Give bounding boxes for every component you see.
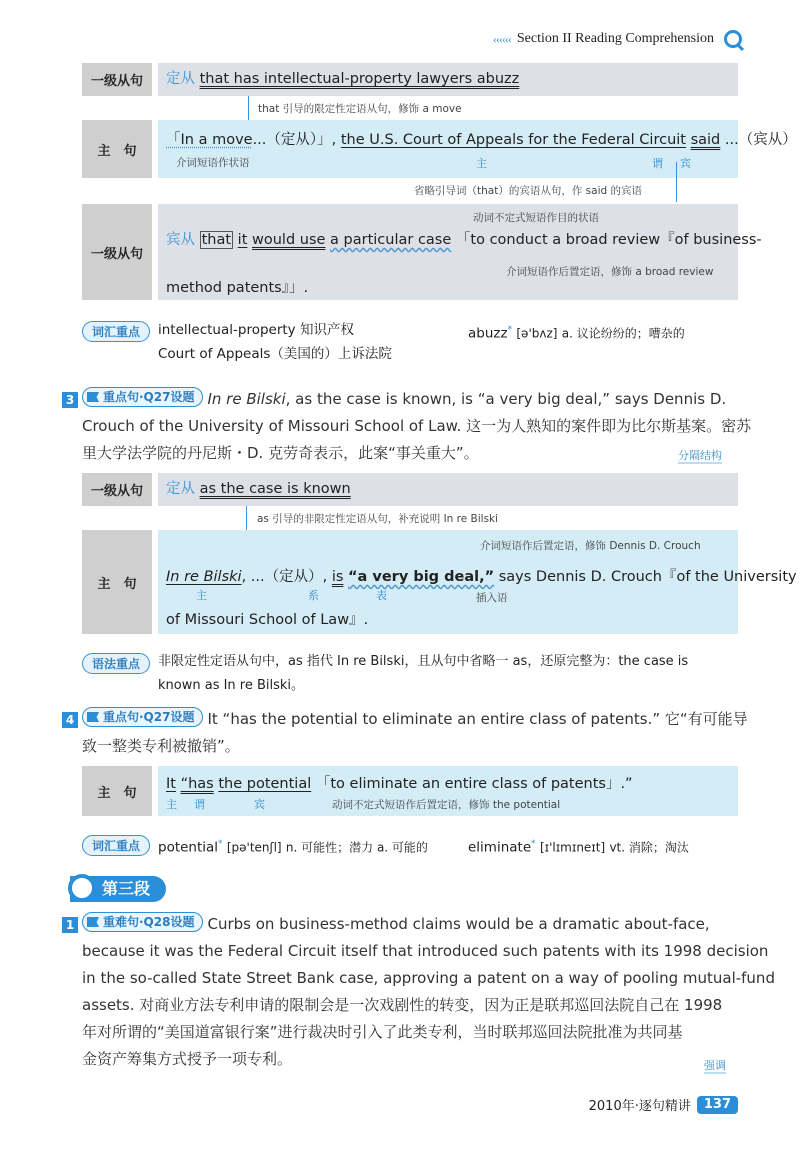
sentence-5-line: assets. 对商业方法专利申请的限制会是一次戏剧性的转变，因为正是联邦巡回法院自己在 1998 — [82, 996, 723, 1014]
clause-tag: 定从 — [166, 71, 195, 87]
vocab-pill: 词汇重点 — [82, 321, 150, 342]
header-title: Section II Reading Comprehension — [516, 31, 714, 46]
row-label: 一级从句 — [82, 473, 152, 506]
main-clause-text — [166, 565, 797, 586]
sentence-3 — [62, 386, 752, 413]
note-label: 强调 — [704, 1059, 726, 1072]
def: n. 可能性；潜力 a. 可能的 — [285, 840, 428, 855]
gloss: 插入语 — [476, 592, 508, 604]
w: , as the case is known, is “a very big deal,” says Dennis D. — [285, 390, 727, 408]
grammar-line: 非限定性定语从句中，as 指代 In re Bilski，且从句中省略一 as，还原完整为：the case is — [158, 654, 689, 669]
grammar-line: known as In re Bilski。 — [158, 678, 305, 693]
vocab-item: intellectual-property 知识产权 — [158, 322, 354, 338]
clause-text: that has intellectual-property lawyers abuzz — [199, 71, 520, 87]
note-tag — [678, 444, 722, 463]
main-clause-text — [166, 128, 797, 149]
annotation: as 引导的非限定性定语从句，补充说明 In re Bilski — [257, 513, 499, 525]
note-label: 分隔结构 — [678, 449, 722, 462]
main-clause-row — [158, 530, 797, 634]
section-title-text: 第三段 — [102, 879, 151, 898]
flag-icon — [87, 712, 99, 722]
subclause-row — [158, 63, 738, 96]
gloss: 系 — [308, 589, 319, 602]
key-tag-label: 重难句·Q28设题 — [103, 915, 195, 929]
sentence-number: 4 — [62, 712, 78, 728]
w: 「to eliminate an entire class of patents」.” — [315, 776, 633, 792]
annotation: 动词不定式短语作后置定语，修饰 the potential — [332, 799, 561, 811]
clause-text-cont: method patents』」. — [166, 280, 309, 296]
word: abuzz — [468, 325, 508, 342]
vocab-item: abuzz* [ə'bʌz] a. 议论纷纷的；嘈杂的 — [468, 325, 685, 342]
pron: [pə'tenʃl] — [226, 840, 282, 855]
row-label: 主 句 — [82, 120, 152, 178]
w: Curbs on business-method claims would be a dramatic about-face, — [207, 915, 710, 933]
w: ...（定从）」, — [252, 132, 337, 148]
sentence-number: 3 — [62, 392, 78, 408]
page-number: 137 — [697, 1096, 738, 1114]
search-q-icon — [724, 30, 742, 48]
gloss: 谓 — [194, 798, 205, 811]
w: the U.S. Court of Appeals for the Federal Circuit — [340, 132, 686, 148]
w: a particular case — [330, 232, 452, 248]
key-tag — [82, 707, 203, 727]
w: “has — [180, 776, 214, 792]
sentence-5-line: because it was the Federal Circuit itself that introduced such patents with its 1998 decision — [82, 942, 769, 960]
flag-icon — [87, 917, 99, 927]
note-tag — [704, 1054, 726, 1073]
sentence-4 — [62, 706, 748, 733]
main-clause-row — [158, 766, 738, 816]
section-q-icon — [68, 874, 96, 902]
vocab-pill-wrap — [82, 321, 150, 342]
key-tag-label: 重点句·Q27设题 — [103, 390, 195, 404]
clause-text — [166, 228, 762, 249]
word: eliminate — [468, 839, 532, 856]
sentence-number: 1 — [62, 917, 78, 933]
w: the potential — [218, 776, 312, 792]
footer-text: 2010年·逐句精讲 — [588, 1099, 691, 1114]
gloss: 表 — [376, 589, 387, 602]
w: ...（宾从） — [724, 132, 797, 148]
key-tag — [82, 912, 203, 932]
connector-line — [248, 96, 249, 122]
annotation: 介词短语作后置定语，修饰 a broad review — [506, 266, 714, 278]
w: In re Bilski — [166, 569, 242, 585]
main-clause-text — [166, 772, 633, 793]
pron: [ə'bʌz] — [516, 326, 558, 341]
arrows-icon: ‹‹‹‹‹‹ — [492, 31, 511, 46]
w: It “has the potential to eliminate an entire class of patents.” 它“有可能导 — [207, 710, 748, 728]
gloss: 主 — [166, 798, 177, 811]
vocab-item: potential* [pə'tenʃl] n. 可能性；潜力 a. 可能的 — [158, 839, 428, 856]
word: potential — [158, 839, 219, 856]
gloss: 主 — [476, 157, 487, 170]
grammar-pill: 语法重点 — [82, 653, 150, 674]
sentence-4-line: 致一整类专利被撤销”。 — [82, 737, 240, 755]
vocab-pill-wrap — [82, 835, 150, 856]
annotation: that 引导的限定性定语从句，修饰 a move — [258, 103, 462, 115]
gloss: 介词短语作状语 — [176, 157, 250, 169]
key-tag — [82, 387, 203, 407]
w: In re Bilski — [207, 390, 286, 408]
clause-tag: 定从 — [166, 481, 195, 497]
vocab-item: eliminate* [ɪ'lɪmɪneɪt] vt. 消除；淘汰 — [468, 839, 689, 856]
sentence-5-line: 金资产筹集方式授予一项专利。 — [82, 1050, 293, 1068]
gloss: 主 — [196, 589, 207, 602]
w: , ...（定从）, — [241, 569, 328, 585]
w: is — [331, 569, 344, 585]
w: says Dennis D. Crouch『of the University — [498, 569, 797, 585]
subclause-row — [158, 204, 762, 300]
annotation: 介词短语作后置定语，修饰 Dennis D. Crouch — [480, 540, 701, 552]
gloss: 宾 — [254, 798, 265, 811]
def: a. 议论纷纷的；嘈杂的 — [561, 326, 685, 341]
sentence-5-line: 年对所谓的“美国道富银行案”进行裁决时引入了此类专利，当时联邦巡回法院批准为共同基 — [82, 1023, 683, 1041]
gloss: 谓 — [652, 157, 663, 170]
flag-icon — [87, 392, 99, 402]
grammar-pill-wrap — [82, 653, 150, 674]
main-clause-text-cont: of Missouri School of Law』. — [166, 612, 369, 628]
sentence-3-line: 里大学法学院的丹尼斯・D. 克劳奇表示，此案“事关重大”。 — [82, 444, 479, 462]
main-clause-row — [158, 120, 797, 178]
def: vt. 消除；淘汰 — [609, 840, 689, 855]
row-label: 一级从句 — [82, 204, 152, 300]
w: would use — [252, 232, 326, 248]
w: 「In a move — [166, 132, 253, 148]
sentence-5 — [62, 911, 710, 938]
clause-tag: 宾从 — [166, 232, 195, 248]
pron: [ɪ'lɪmɪneɪt] — [539, 840, 606, 855]
section-title — [70, 876, 166, 902]
connector-line — [676, 162, 677, 202]
w: 「to conduct a broad review『of business- — [455, 232, 762, 248]
subclause-row — [158, 473, 738, 506]
page-footer — [589, 1095, 738, 1114]
gloss: 宾 — [680, 157, 691, 170]
w: it — [237, 232, 248, 248]
vocab-pill: 词汇重点 — [82, 835, 150, 856]
w: that — [201, 232, 232, 248]
sentence-5-line: in the so-called State Street Bank case, approving a patent on a way of pooling mutual-fund — [82, 969, 775, 987]
vocab-item: Court of Appeals（美国的）上诉法院 — [158, 346, 392, 362]
annotation: 省略引导词（that）的宾语从句，作 said 的宾语 — [414, 185, 642, 197]
row-label: 主 句 — [82, 530, 152, 634]
row-label: 一级从句 — [82, 63, 152, 96]
row-label: 主 句 — [82, 766, 152, 816]
w: “a very big deal,” — [348, 569, 495, 585]
running-header — [493, 30, 742, 48]
sentence-3-line: Crouch of the University of Missouri School of Law. 这一为人熟知的案件即为比尔斯基案。密苏 — [82, 417, 752, 435]
w: said — [690, 132, 721, 148]
annotation: 动词不定式短语作目的状语 — [473, 212, 599, 224]
clause-text: as the case is known — [199, 481, 351, 497]
key-tag-label: 重点句·Q27设题 — [103, 710, 195, 724]
w: It — [166, 776, 176, 792]
